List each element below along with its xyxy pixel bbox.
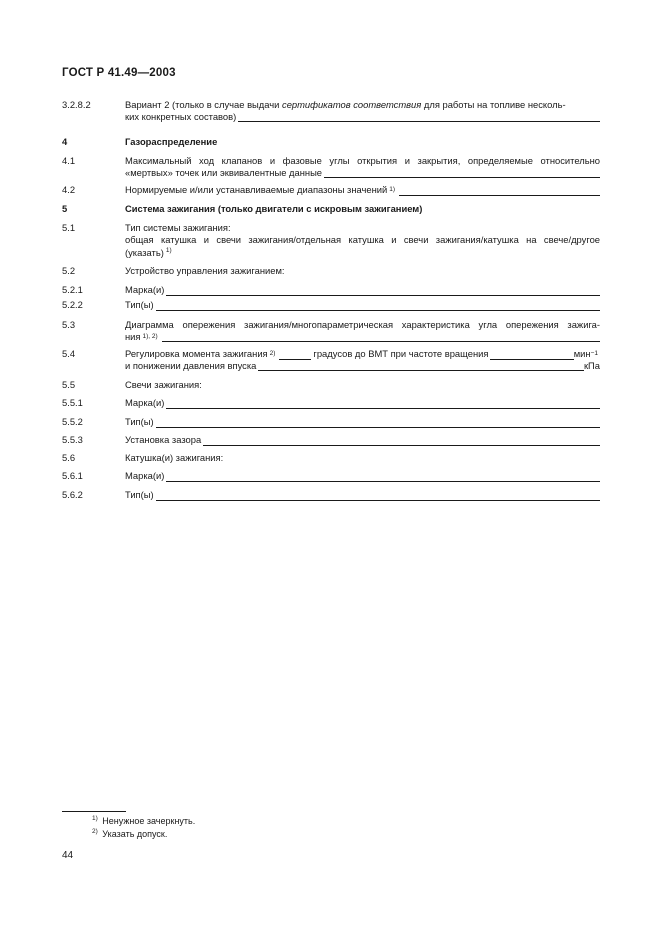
section-number: 4	[62, 136, 68, 147]
footnote-ref: 1)	[165, 247, 172, 255]
footnote-ref: 1), 2)	[142, 332, 158, 340]
blank-field[interactable]	[162, 332, 600, 342]
section-number: 5	[62, 203, 68, 214]
footnote-divider	[62, 811, 126, 812]
pressure-field[interactable]	[258, 361, 584, 371]
item-number: 5.6.2	[62, 489, 83, 500]
rpm-field[interactable]	[490, 350, 573, 360]
blank-field[interactable]	[166, 472, 600, 482]
item-number: 5.4	[62, 348, 76, 359]
blank-field[interactable]	[156, 491, 600, 501]
footnote-ref: 1)	[389, 186, 396, 193]
item-number: 5.3	[62, 319, 76, 330]
item-number: 5.6.1	[62, 470, 83, 481]
item-number: 5.5.1	[62, 397, 83, 408]
blank-field[interactable]	[324, 168, 600, 178]
document-header: ГОСТ Р 41.49—2003	[62, 67, 176, 79]
footnote-ref: 2)	[269, 350, 276, 357]
section-title: Система зажигания (только двигатели с искровым зажиганием)	[125, 203, 423, 214]
footnote-2: $^{2)}$ Указать допуск.	[92, 828, 168, 839]
item-number: 5.1	[62, 222, 76, 233]
blank-field[interactable]	[156, 418, 600, 428]
item-number: 5.5	[62, 379, 76, 390]
item-text-line1: Вариант 2 (только в случае выдачи сертификатов соответствия для работы на топливе несколь-	[125, 99, 566, 110]
blank-field[interactable]	[238, 112, 600, 122]
item-number: 5.5.2	[62, 416, 83, 427]
degrees-field[interactable]	[279, 350, 311, 360]
section-title: Газораспределение	[125, 136, 218, 147]
item-number: 4.2	[62, 184, 76, 195]
blank-field[interactable]	[203, 436, 600, 446]
page-number: 44	[62, 850, 74, 861]
item-text-line1: Максимальный ход клапанов и фазовые углы открытия и закрытия, определяемые относительно	[125, 155, 600, 166]
item-emphasis: сертификатов соответствия	[282, 99, 422, 110]
blank-field[interactable]	[166, 286, 600, 296]
item-number: 5.2.2	[62, 299, 83, 310]
item-number: 4.1	[62, 155, 76, 166]
item-number: 5.2.1	[62, 284, 83, 295]
footnote-1: $^{1)}$ Ненужное зачеркнуть.	[92, 815, 196, 826]
item-number: 3.2.8.2	[62, 99, 91, 110]
item-number: 5.2	[62, 265, 76, 276]
document-page: ГОСТ Р 41.49—2003 3.2.8.2 Вариант 2 (только в случае выдачи сертификатов соответствия для работы на топливе несколь- ких конкретных составов) 4 Газораспределение 4.1 Максимальный ход клапанов и фазовые углы открытия и закрытия, определяемые относительно «мертвых» точек или эквивалентные данные 4.2 Нормируемые и/или устанавливаемые диапазоны значений 1) 5 Система зажигания (только двигатели с искровым зажиганием) 5.1 Тип системы зажигания: общая катушка и свечи зажигания/отдельная катушка и свечи зажигания/катушка на свече/другое (указать) $^{1)}$ 5.2 Устройство управления зажиганием: 5.2.1 Марка(и) 5.2.2 Тип(ы) 5.3 Диаграмма опережения зажигания/многопараметрическая характеристика угла опережения зажига- ния 1), 2) 5.4 Регулировка момента зажигания 2) градусов до ВМТ при частоте вращения мин −1 и понижении давления впуска кПа 5.5 Свечи зажигания: 5.5.1 Марка(и) 5.5.2 Тип(ы) 5.5.3 Установка зазора 5.6 Катушка(и) зажигания: 5.6.1 Марка(и) 5.6.2 Тип(ы) $^{1)}$ Ненужное зачеркнуть. $^{2)}$ Указать допуск. 44	[62, 67, 600, 861]
blank-field[interactable]	[399, 186, 600, 196]
blank-field[interactable]	[166, 399, 600, 409]
item-number: 5.6	[62, 452, 76, 463]
item-number: 5.5.3	[62, 434, 83, 445]
blank-field[interactable]	[156, 301, 600, 311]
